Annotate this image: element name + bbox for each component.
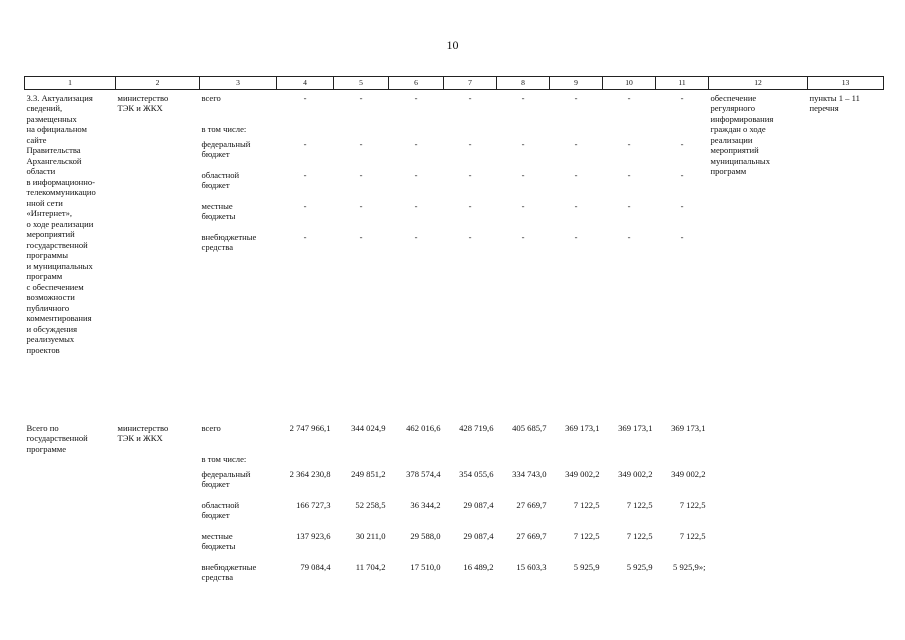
value-cell: 344 024,9 [351, 423, 386, 433]
value-cell: 334 743,0 [512, 469, 547, 479]
value-cell: - [303, 232, 307, 242]
value-cell: - [627, 170, 631, 180]
section_3_3-row [25, 93, 884, 124]
value-cell [277, 454, 334, 469]
value-cell: 11 704,2 [355, 562, 386, 572]
value-cell: 166 727,3 [296, 500, 331, 510]
header-cell: 5 [334, 77, 389, 90]
value-cell: - [627, 93, 631, 103]
value-cell [389, 124, 444, 139]
value-cell: - [468, 93, 472, 103]
value-cell: - [680, 232, 684, 242]
header-row [25, 77, 884, 90]
value-cell: 52 258,5 [355, 500, 386, 510]
funding-source: федеральный бюджет [201, 469, 251, 490]
value-cell: 378 574,4 [406, 469, 441, 479]
value-cell: 428 719,6 [459, 423, 494, 433]
header-cell: 8 [497, 77, 550, 90]
header-cell: 7 [444, 77, 497, 90]
value-cell: - [468, 139, 472, 149]
value-cell: 29 087,4 [463, 531, 494, 541]
value-cell: - [680, 139, 684, 149]
value-cell: - [414, 93, 418, 103]
link-cell: пункты 1 – 11 перечня [809, 93, 860, 114]
header-cell: 2 [116, 77, 200, 90]
value-cell: 369 173,1 [671, 423, 706, 433]
value-cell: 349 002,2 [565, 469, 600, 479]
executor-cell: министерство ТЭК и ЖКХ [117, 423, 169, 444]
value-cell [603, 454, 656, 469]
value-cell: 27 669,7 [516, 531, 547, 541]
value-cell: 30 211,0 [355, 531, 386, 541]
result-cell [709, 423, 808, 593]
value-cell: 29 588,0 [410, 531, 441, 541]
value-cell: - [303, 93, 307, 103]
value-cell: - [680, 201, 684, 211]
value-cell: - [680, 93, 684, 103]
value-cell: - [627, 232, 631, 242]
funding-source: федеральный бюджет [201, 139, 251, 160]
value-cell: 405 685,7 [512, 423, 547, 433]
value-cell: - [574, 201, 578, 211]
executor-cell: министерство ТЭК и ЖКХ [117, 93, 169, 114]
value-cell: - [303, 170, 307, 180]
value-cell: - [574, 232, 578, 242]
funding-source: местные бюджеты [201, 531, 236, 552]
value-cell: - [680, 170, 684, 180]
value-cell: - [414, 201, 418, 211]
value-cell: - [521, 93, 525, 103]
value-cell: - [414, 232, 418, 242]
header-cell: 10 [603, 77, 656, 90]
header-cell: 9 [550, 77, 603, 90]
value-cell: 5 925,9»; [673, 562, 706, 572]
value-cell: 2 364 230,8 [289, 469, 331, 479]
value-cell: - [521, 232, 525, 242]
value-cell [497, 124, 550, 139]
value-cell: 2 747 966,1 [289, 423, 331, 433]
value-cell: - [574, 93, 578, 103]
value-cell: - [521, 170, 525, 180]
value-cell: - [359, 139, 363, 149]
value-cell: 7 122,5 [626, 531, 653, 541]
value-cell: 7 122,5 [573, 500, 600, 510]
value-cell: - [468, 170, 472, 180]
value-cell [550, 454, 603, 469]
value-cell: 354 055,6 [459, 469, 494, 479]
value-cell [389, 454, 444, 469]
value-cell [656, 124, 709, 139]
page-number: 10 [446, 38, 459, 52]
total-label-cell: Всего по государственной программе [26, 423, 88, 454]
value-cell: - [468, 201, 472, 211]
value-cell: - [627, 139, 631, 149]
funding-source: всего [201, 423, 221, 433]
header-cell: 1 [25, 77, 116, 90]
value-cell: 369 173,1 [618, 423, 653, 433]
funding-source: внебюджетные средства [201, 232, 257, 253]
value-cell: 17 510,0 [410, 562, 441, 572]
value-cell [656, 454, 709, 469]
value-cell: 137 923,6 [296, 531, 331, 541]
funding-source: местные бюджеты [201, 201, 236, 222]
funding-source: всего [201, 93, 221, 103]
value-cell: - [359, 93, 363, 103]
value-cell [334, 124, 389, 139]
value-cell: 349 002,2 [618, 469, 653, 479]
value-cell: 16 489,2 [463, 562, 494, 572]
value-cell: 369 173,1 [565, 423, 600, 433]
value-cell: - [414, 139, 418, 149]
funding-source: областной бюджет [201, 170, 240, 191]
value-cell [334, 454, 389, 469]
value-cell: 249 851,2 [351, 469, 386, 479]
value-cell [277, 124, 334, 139]
value-cell [603, 124, 656, 139]
value-cell: 36 344,2 [410, 500, 441, 510]
value-cell: 7 122,5 [573, 531, 600, 541]
value-cell: - [359, 201, 363, 211]
value-cell: - [574, 139, 578, 149]
value-cell: 7 122,5 [679, 531, 706, 541]
header-cell: 12 [709, 77, 808, 90]
result-cell: обеспечение регулярного информирования граждан о ходе реализации мероприятий муниципальных программ [710, 93, 774, 177]
activity-cell: 3.3. Актуализация сведений, размещенных на официальном сайте Правительства Архангельской области в информационно- телекоммуникацио нной сети «Интернет», о ходе реализации мероприятий государственной программы и муниципальных программ с обеспечением возможности публичного комментирования и обсуждения реализуемых проектов [26, 93, 96, 355]
value-cell: 79 084,4 [300, 562, 331, 572]
value-cell [550, 124, 603, 139]
funding-source: внебюджетные средства [201, 562, 257, 583]
link-cell [808, 423, 884, 593]
value-cell: - [303, 201, 307, 211]
value-cell: 5 925,9 [573, 562, 600, 572]
value-cell [444, 454, 497, 469]
funding-source: в том числе: [201, 124, 247, 134]
total-row [25, 423, 884, 454]
funding-source: областной бюджет [201, 500, 240, 521]
header-cell: 3 [200, 77, 277, 90]
value-cell: 29 087,4 [463, 500, 494, 510]
header-cell: 13 [808, 77, 884, 90]
value-cell: - [521, 139, 525, 149]
header-cell: 6 [389, 77, 444, 90]
value-cell [444, 124, 497, 139]
value-cell: 462 016,6 [406, 423, 441, 433]
header-cell: 11 [656, 77, 709, 90]
value-cell: - [359, 170, 363, 180]
value-cell: 349 002,2 [671, 469, 706, 479]
value-cell: 27 669,7 [516, 500, 547, 510]
value-cell: - [521, 201, 525, 211]
value-cell: - [414, 170, 418, 180]
value-cell: - [627, 201, 631, 211]
value-cell: 7 122,5 [626, 500, 653, 510]
value-cell: 15 603,3 [516, 562, 547, 572]
value-cell [497, 454, 550, 469]
value-cell: - [359, 232, 363, 242]
value-cell: - [303, 139, 307, 149]
value-cell: 5 925,9 [626, 562, 653, 572]
value-cell: 7 122,5 [679, 500, 706, 510]
program-table [24, 76, 884, 593]
value-cell: - [468, 232, 472, 242]
header-cell: 4 [277, 77, 334, 90]
funding-source: в том числе: [201, 454, 247, 464]
value-cell: - [574, 170, 578, 180]
